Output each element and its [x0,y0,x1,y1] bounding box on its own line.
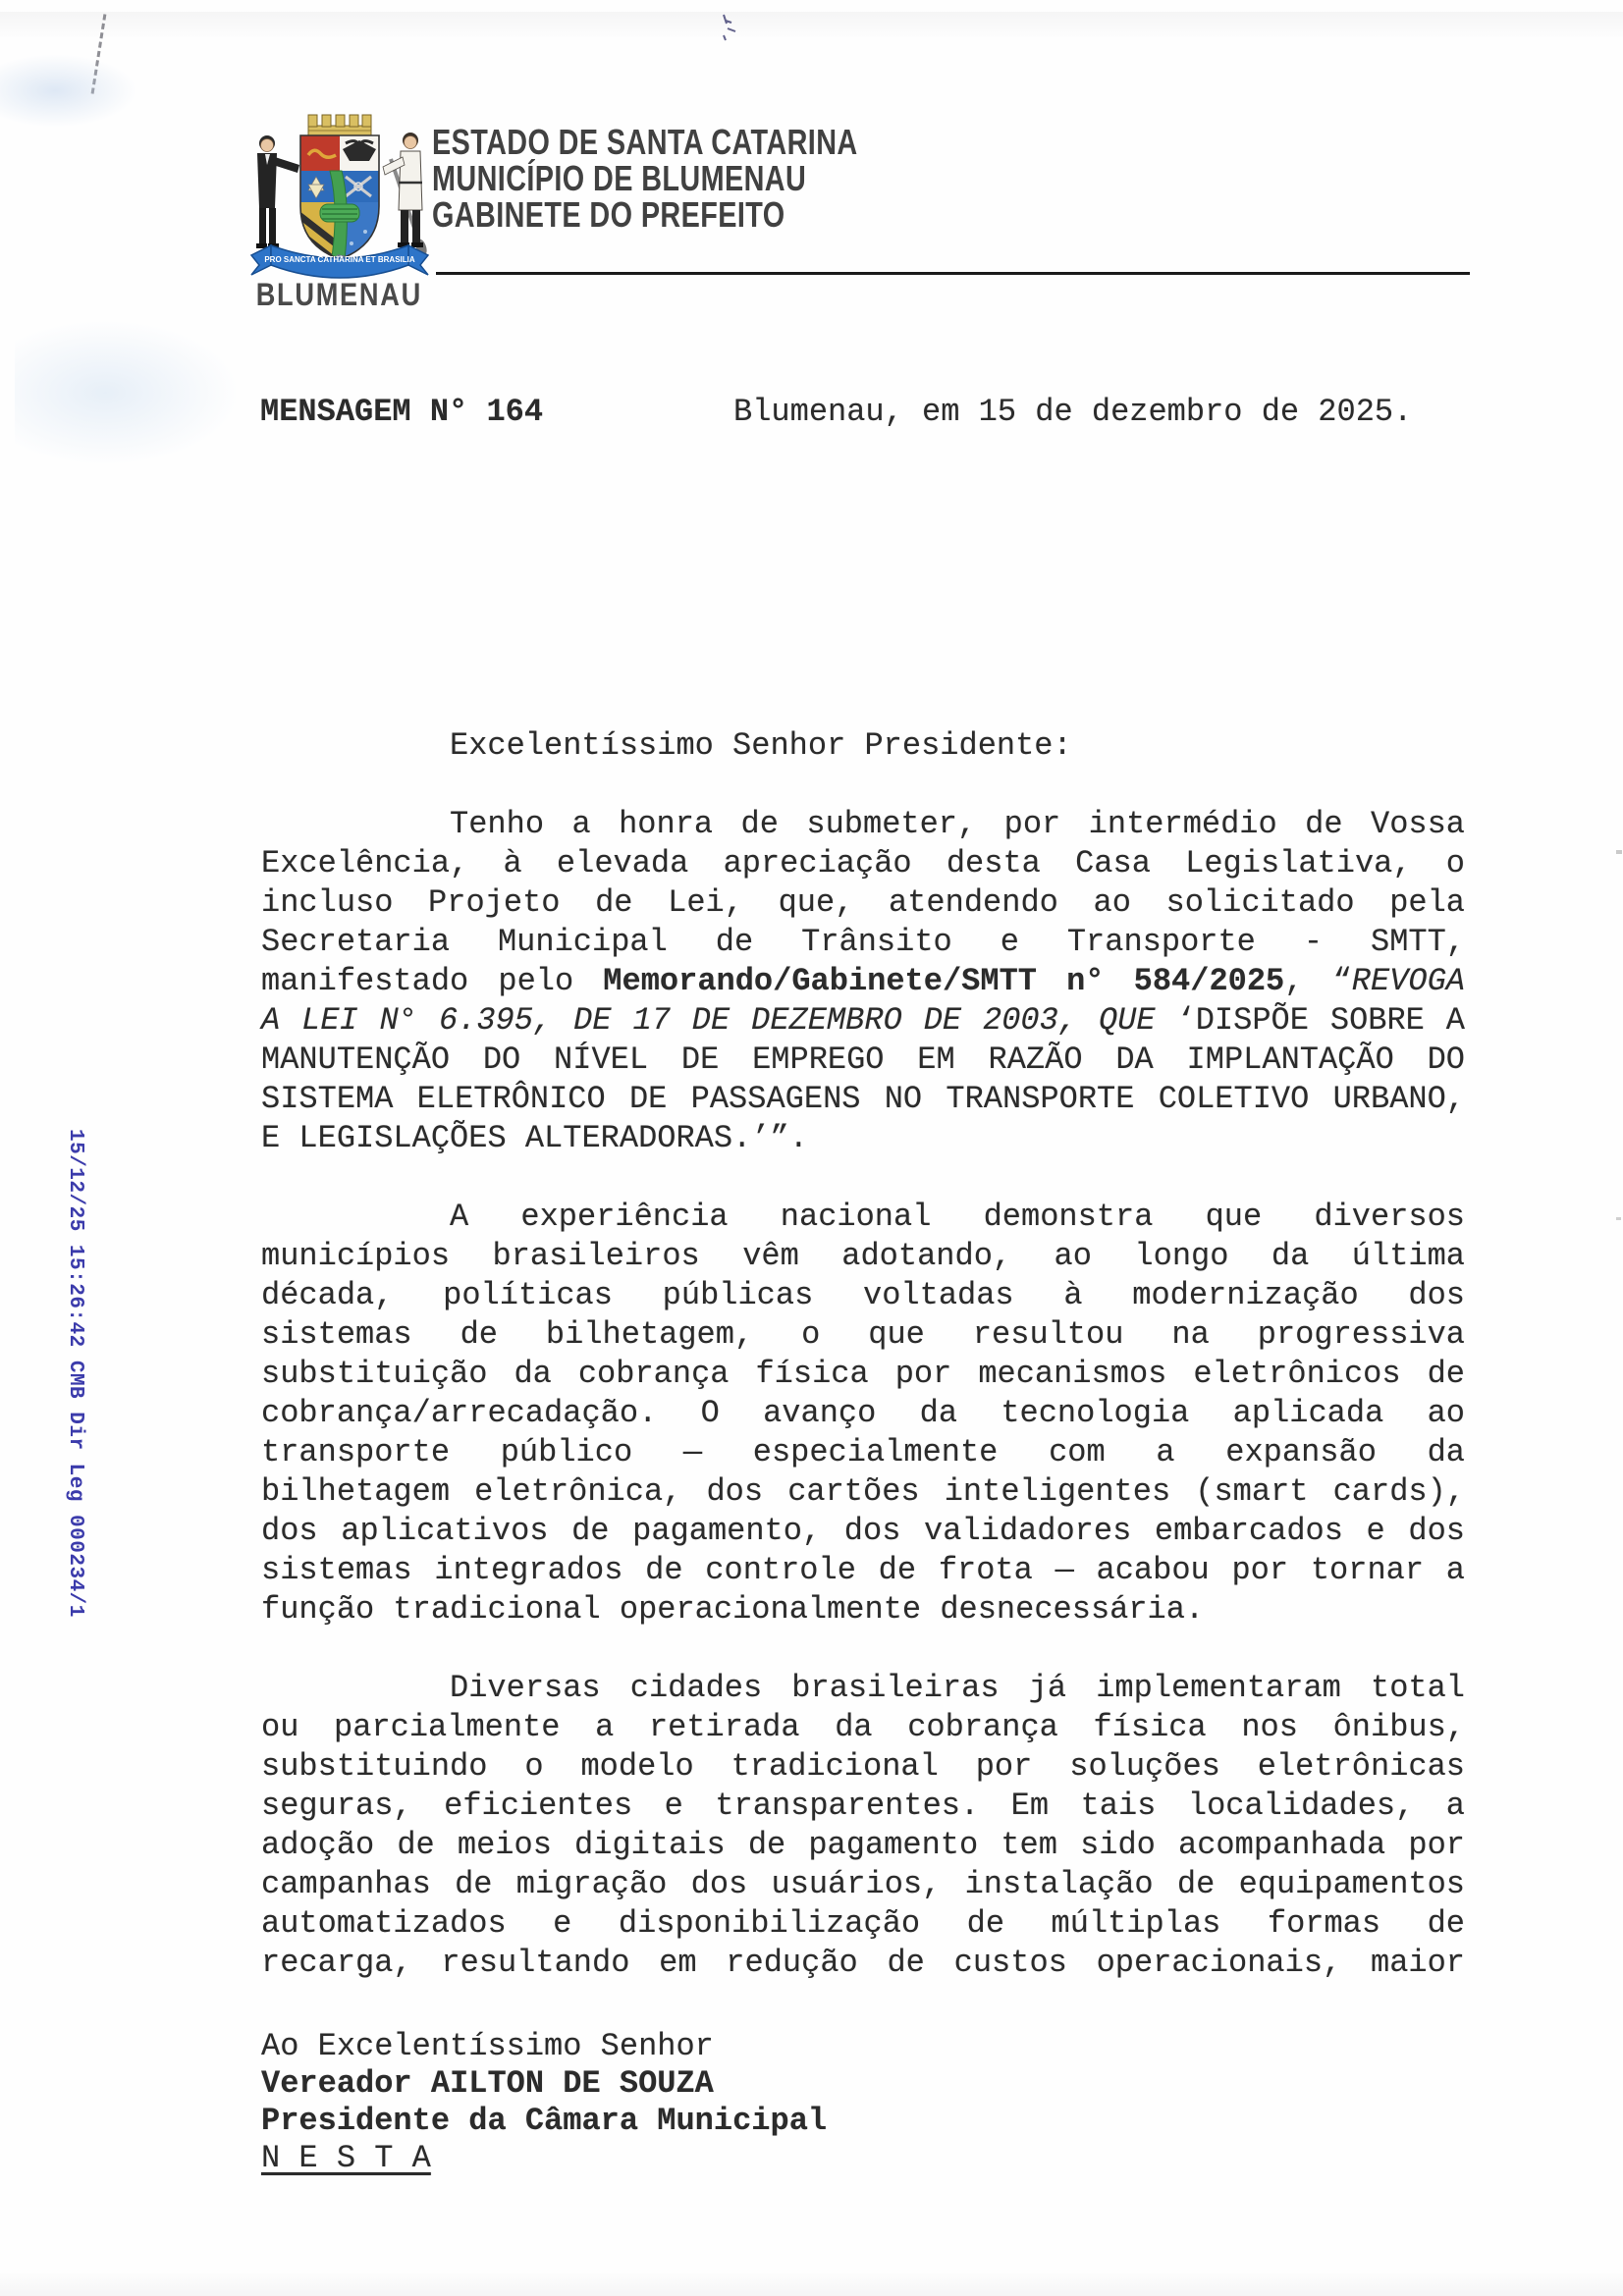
body-line [261,1787,1465,1826]
text-segment: MANUTENÇÃO DO NÍVEL DE EMPREGO EM RAZÃO DA IMPLANTAÇÃO DO [261,1041,1465,1078]
body-line [261,1904,1465,1944]
logo-caption: BLUMENAU [255,277,422,312]
body-line [261,844,1465,883]
text-segment: incluso Projeto de Lei, que, atendendo ao solicitado pela [261,884,1465,921]
text-segment: municípios brasileiros vêm adotando, ao longo da última [261,1238,1465,1274]
supporter-left-figure [256,135,299,248]
body-line [261,1512,1465,1551]
body-line [261,1198,1465,1237]
text-segment: sistemas de bilhetagem, o que resultou na progressiva [261,1316,1465,1353]
text-segment: função tradicional operacionalmente desnecessária. [261,1591,1205,1628]
scan-artifact-top-band [0,12,1623,37]
message-number: MENSAGEM N° 164 [260,394,544,430]
text-segment: Tenho a honra de submeter, por intermédio de Vossa [450,806,1465,842]
scan-artifact-edge-mark [1616,1217,1621,1220]
text-segment: adoção de meios digitais de pagamento tem sido acompanhada por [261,1827,1465,1863]
text-segment: seguras, eficientes e transparentes. Em tais localidades, a [261,1788,1465,1824]
body-line [261,805,1465,844]
text-segment: E LEGISLAÇÕES ALTERADORAS.’”. [261,1120,808,1156]
text-segment: A LEI N° 6.395, DE 17 DE DEZEMBRO DE 2003, QUE [261,1002,1156,1039]
motto-text: PRO SANCTA CATHARINA ET BRASILIA [264,255,415,264]
text-segment: automatizados e disponibilização de múltiplas formas de [261,1905,1465,1942]
body-line [261,923,1465,962]
body-paragraph [261,805,1465,1158]
timestamp-stamp: 15/12/25 15:26:42 CMB Dir Leg 000234/1 [64,1129,86,1618]
text-segment: campanhas de migração dos usuários, instalação de equipamentos [261,1866,1465,1902]
body-line [261,1119,1465,1158]
text-segment: Excelência, à elevada apreciação desta Casa Legislativa, o [261,845,1465,881]
text-segment: década, políticas públicas voltadas à modernização dos [261,1277,1465,1313]
body-paragraph [261,1198,1465,1629]
salutation: Excelentíssimo Senhor Presidente: [450,727,1072,764]
body-line [261,1237,1465,1276]
addressee-name: Vereador AILTON DE SOUZA [261,2065,714,2102]
text-segment: ou parcialmente a retirada da cobrança física nos ônibus, [261,1709,1465,1745]
text-segment: A experiência nacional demonstra que diversos [450,1199,1465,1235]
body-line [261,1826,1465,1865]
message-dateline: Blumenau, em 15 de dezembro de 2025. [733,394,1413,430]
body-line [261,1276,1465,1315]
body-line [261,1669,1465,1708]
text-segment: substituindo o modelo tradicional por soluções eletrônicas [261,1748,1465,1785]
org-line-municipality: MUNICÍPIO DE BLUMENAU [432,158,807,198]
body-paragraph [261,1669,1465,1983]
body-line [261,1708,1465,1747]
addressee-title: Presidente da Câmara Municipal [261,2103,828,2139]
text-segment: recarga, resultando em redução de custos operacionais, maior [261,1945,1465,1981]
body-line [261,1394,1465,1433]
text-segment: cobrança/arrecadação. O avanço da tecnologia aplicada ao [261,1395,1465,1431]
body-line [261,1865,1465,1904]
body-line [261,1433,1465,1472]
addressee-line: Ao Excelentíssimo Senhor [261,2028,714,2064]
org-line-state: ESTADO DE SANTA CATARINA [432,122,858,162]
text-segment: Secretaria Municipal de Trânsito e Transporte - SMTT, [261,924,1465,960]
text-segment: substituição da cobrança física por mecanismos eletrônicos de [261,1356,1465,1392]
body-line [261,1080,1465,1119]
body-line [261,1315,1465,1355]
text-segment: ‘DISPÕE SOBRE A [1155,1002,1466,1039]
text-segment: REVOGA [1351,963,1465,999]
mural-crown [308,115,371,136]
scan-artifact-blue-smudge [15,319,241,466]
body-line [261,962,1465,1001]
body-line [261,883,1465,923]
letter-body [261,726,1465,2022]
scan-artifact-edge-mark [1616,850,1622,854]
text-segment: bilhetagem eletrônica, dos cartões inteligentes (smart cards), [261,1473,1465,1510]
body-line [261,1747,1465,1787]
body-line [261,1355,1465,1394]
addressee-city: N E S T A [261,2140,431,2176]
letterhead-org-block [432,124,858,233]
text-segment: transporte público — especialmente com a expansão da [261,1434,1465,1470]
header-divider [436,272,1470,275]
addressee-block [261,2028,1145,2177]
text-segment: sistemas integrados de controle de frota — acabou por tornar a [261,1552,1465,1588]
text-segment: , “ [1284,963,1352,999]
scan-artifact-ink-scribble [718,13,743,44]
text-segment: Diversas cidades brasileiras já implementaram total [450,1670,1465,1706]
supporter-right-figure [383,133,429,257]
text-segment: Memorando/Gabinete/SMTT n° 584/2025 [603,963,1285,999]
body-line [261,1590,1465,1629]
body-line [261,1551,1465,1590]
body-line [261,1472,1465,1512]
blumenau-coat-of-arms [243,108,436,290]
text-segment: manifestado pelo [261,963,604,999]
text-segment: dos aplicativos de pagamento, dos validadores embarcados e dos [261,1513,1465,1549]
scan-artifact-bottom-band [0,2273,1623,2296]
text-segment: SISTEMA ELETRÔNICO DE PASSAGENS NO TRANSPORTE COLETIVO URBANO, [261,1081,1465,1117]
body-line [261,1001,1465,1041]
org-line-office: GABINETE DO PREFEITO [432,194,785,235]
body-line [261,1944,1465,1983]
scan-artifact-blue-smudge [0,54,137,128]
body-line [261,1041,1465,1080]
body-paragraphs [261,805,1465,1983]
